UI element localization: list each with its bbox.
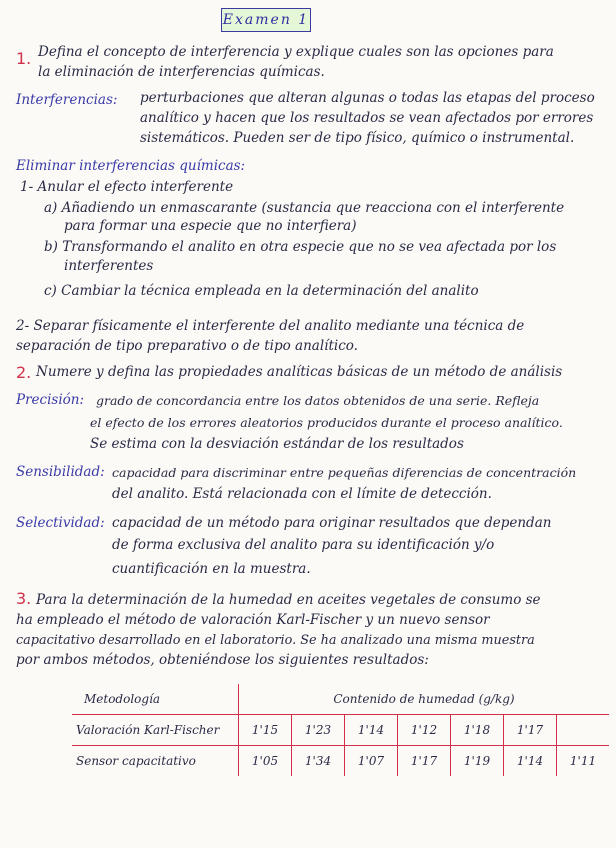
option-1b-line-1: b) Transformando el analito en otra especie que no se vea afectada por los — [44, 239, 557, 255]
selectividad-label: Selectividad: — [16, 515, 105, 531]
q3-line-2: ha empleado el método de valoración Karl-Fischer y un nuevo sensor — [16, 612, 490, 628]
table-cell: 1'14 — [504, 746, 557, 777]
q3-line-3: capacitativo desarrollado en el laboratorio. Se ha analizado una misma muestra — [16, 633, 535, 648]
q1-line-1: Defina el concepto de interferencia y explique cuales son las opciones para — [38, 44, 554, 60]
sensibilidad-def-2: del analito. Está relacionada con el límite de detección. — [112, 486, 492, 502]
interferencias-def-2: analítico y hacen que los resultados se vean afectados por errores — [140, 110, 594, 126]
selectividad-def-2: de forma exclusiva del analito para su identificación y/o — [112, 537, 495, 553]
table-cell: 1'15 — [239, 715, 292, 746]
interferencias-def-1: perturbaciones que alteran algunas o todas las etapas del proceso — [140, 90, 595, 106]
row-method: Valoración Karl-Fischer — [76, 723, 220, 737]
table-cell: 1'17 — [398, 746, 451, 777]
table-cell: 1'05 — [239, 746, 292, 777]
option-1: 1- Anular el efecto interferente — [20, 179, 234, 195]
table-cell: 1'19 — [451, 746, 504, 777]
table-cell — [557, 715, 610, 746]
table-cell: 1'34 — [292, 746, 345, 777]
q2-line-1: Numere y defina las propiedades analíticas básicas de un método de análisis — [36, 364, 563, 380]
table-cell: 1'17 — [504, 715, 557, 746]
header-method: Metodología — [84, 692, 161, 706]
precision-def-2: el efecto de los errores aleatorios producidos durante el proceso analítico. — [90, 415, 563, 430]
table-cell: 1'14 — [345, 715, 398, 746]
q3-number: 3. — [16, 589, 32, 608]
sensibilidad-def-1: capacidad para discriminar entre pequeñas diferencias de concentración — [112, 465, 577, 480]
results-table — [72, 684, 609, 776]
precision-label: Precisión: — [16, 392, 85, 408]
option-1c: c) Cambiar la técnica empleada en la determinación del analito — [44, 283, 479, 299]
table-cell: 1'18 — [451, 715, 504, 746]
table-header-row — [72, 684, 609, 715]
exam-title: Examen 1 — [221, 8, 311, 32]
option-1b-line-2: interferentes — [64, 258, 154, 274]
interferencias-label: Interferencias: — [16, 92, 118, 108]
table-cell: 1'12 — [398, 715, 451, 746]
table-cell: 1'23 — [292, 715, 345, 746]
eliminar-title: Eliminar interferencias químicas: — [16, 158, 246, 174]
q3-line-1: Para la determinación de la humedad en aceites vegetales de consumo se — [36, 592, 541, 608]
precision-def-1: grado de concordancia entre los datos obtenidos de una serie. Refleja — [96, 393, 540, 408]
interferencias-def-3: sistemáticos. Pueden ser de tipo físico, químico o instrumental. — [140, 130, 575, 146]
selectividad-def-1: capacidad de un método para originar resultados que dependan — [112, 515, 552, 531]
option-1a-line-1: a) Añadiendo un enmascarante (sustancia que reacciona con el interferente — [44, 200, 565, 216]
q2-number: 2. — [16, 363, 32, 382]
option-2-line-2: separación de tipo preparativo o de tipo analítico. — [16, 338, 358, 354]
sensibilidad-label: Sensibilidad: — [16, 464, 105, 480]
q3-line-4: por ambos métodos, obteniéndose los siguientes resultados: — [16, 652, 429, 668]
q1-line-2: la eliminación de interferencias químicas. — [38, 64, 325, 80]
table-row — [72, 746, 609, 777]
option-1a-line-2: para formar una especie que no interfiera) — [64, 218, 357, 234]
row-method: Sensor capacitativo — [76, 754, 196, 768]
table-row — [72, 715, 609, 746]
header-content: Contenido de humedad (g/kg) — [239, 684, 610, 715]
precision-def-3: Se estima con la desviación estándar de los resultados — [90, 436, 464, 452]
q1-number: 1. — [16, 49, 32, 68]
option-2-line-1: 2- Separar físicamente el interferente del analito mediante una técnica de — [16, 318, 525, 334]
table-cell: 1'07 — [345, 746, 398, 777]
selectividad-def-3: cuantificación en la muestra. — [112, 561, 311, 577]
table-cell: 1'11 — [557, 746, 610, 777]
